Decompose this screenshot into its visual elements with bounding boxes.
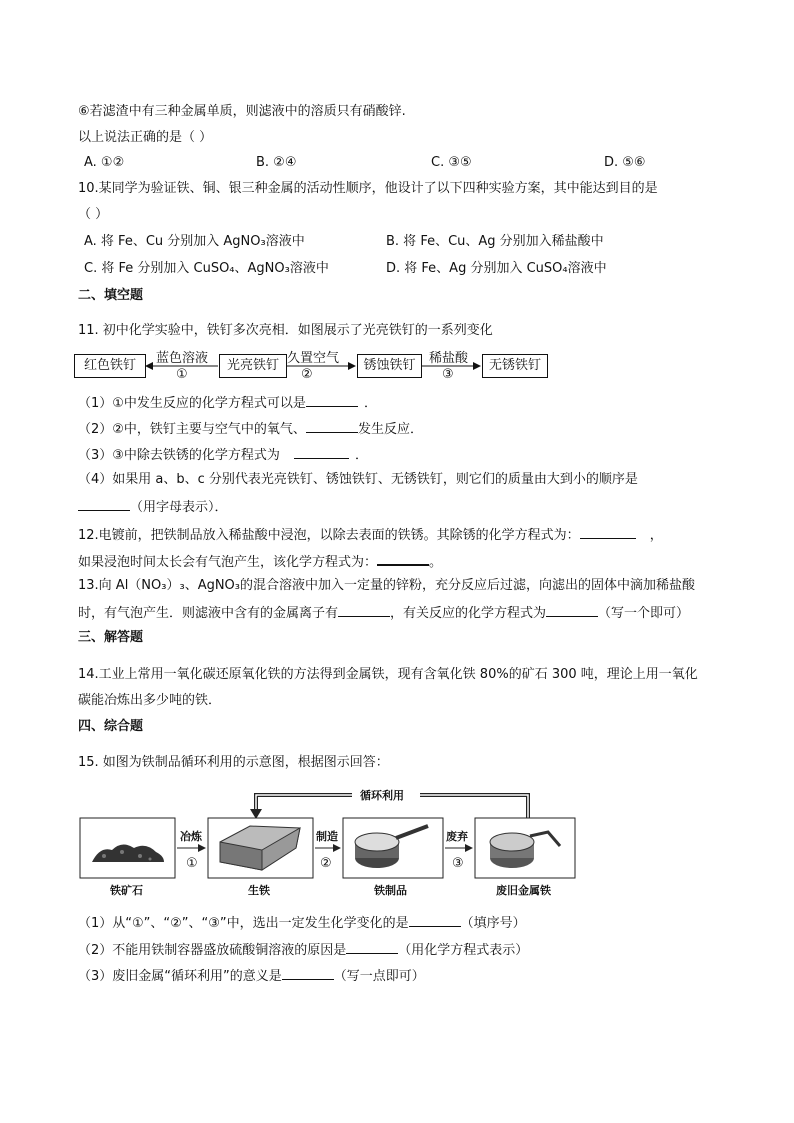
step1-number: ① (186, 856, 198, 871)
arrow1-top-label: 蓝色溶液 (156, 351, 209, 366)
flow-box-rusted-nail: 锈蚀铁钉 (357, 354, 422, 378)
q14-line2: 碳能冶炼出多少吨的铁． (78, 693, 222, 708)
flow-box-red-nail: 红色铁钉 (74, 354, 146, 378)
caption-iron-product: 铁制品 (374, 884, 407, 897)
q10-option-a: A. 将 Fe、Cu 分别加入 AgNO₃溶液中 (84, 234, 305, 249)
q10-option-b: B. 将 Fe、Cu、Ag 分别加入稀盐酸中 (386, 234, 604, 249)
arrow1-bottom-label: ① (176, 367, 188, 382)
arrow2-top-label: 久置空气 (287, 351, 340, 366)
q14-line1: 14.工业上常用一氧化碳还原氧化铁的方法得到金属铁，现有含氧化铁 80%的矿石 300 吨，理论上用一氧化 (78, 667, 698, 682)
q11-part4: （4）如果用 a、b、c 分别代表光亮铁钉、锈蚀铁钉、无锈铁钉，则它们的质量由大到小的顺序是 (78, 472, 638, 487)
q10-paren: （ ） (78, 207, 109, 222)
caption-iron-ore: 铁矿石 (110, 884, 143, 897)
q13-line2: 时，有气泡产生．则滤液中含有的金属离子有 ，有关反应的化学方程式为 （写一个即可） (78, 603, 689, 623)
q9-option-c: C. ③⑤ (431, 155, 472, 170)
q11-stem: 11. 初中化学实验中，铁钉多次亮相．如图展示了光亮铁钉的一系列变化 (78, 323, 493, 338)
caption-scrap-iron: 废旧金属铁 (496, 884, 551, 897)
section-comprehensive: 四、综合题 (78, 719, 144, 734)
q9-option-d: D. ⑤⑥ (604, 155, 646, 170)
q11-part4-cont: （用字母表示）． (78, 497, 228, 517)
section-fill-in: 二、填空题 (78, 288, 144, 303)
flow-box-shiny-nail: 光亮铁钉 (219, 354, 287, 378)
step1-label: 冶炼 (180, 830, 202, 843)
q11-part1: （1）①中发生反应的化学方程式可以是 ． (78, 393, 377, 413)
arrow3-top-label: 稀盐酸 (429, 351, 469, 366)
q9-stem: 以上说法正确的是（ ） (78, 130, 213, 145)
q13-line1: 13.向 Al（NO₃）₃、AgNO₃的混合溶液中加入一定量的锌粉，充分反应后过滤，向滤出的固体中滴加稀盐酸 (78, 578, 696, 593)
section-answer: 三、解答题 (78, 630, 144, 645)
step3-number: ③ (452, 856, 464, 871)
q11-part2: （2）②中，铁钉主要与空气中的氧气、 发生反应． (78, 419, 423, 439)
q9-item-6: ⑥若滤渣中有三种金属单质，则滤液中的溶质只有硝酸锌. (78, 104, 406, 119)
answer-blank (346, 940, 398, 954)
loop-label: 循环利用 (360, 789, 404, 802)
arrow3-bottom-label: ③ (442, 367, 454, 382)
q15-part2: （2）不能用铁制容器盛放硫酸铜溶液的原因是 （用化学方程式表示） (78, 940, 528, 960)
q12-line2: 如果浸泡时间太长会有气泡产生，该化学方程式为： 。 (78, 551, 442, 572)
answer-blank (282, 966, 334, 980)
flow-box-rustfree-nail: 无锈铁钉 (482, 354, 548, 378)
q10-stem: 10.某同学为验证铁、铜、银三种金属的活动性顺序，他设计了以下四种实验方案，其中能达到目的是 (78, 181, 658, 196)
q15-stem: 15. 如图为铁制品循环利用的示意图，根据图示回答： (78, 755, 389, 770)
step2-number: ② (320, 856, 332, 871)
arrow2-bottom-label: ② (301, 367, 313, 382)
step2-label: 制造 (316, 830, 338, 843)
q9-option-a: A. ①② (84, 155, 125, 170)
q10-option-c: C. 将 Fe 分别加入 CuSO₄、AgNO₃溶液中 (84, 261, 329, 276)
q15-part1: （1）从“①”、“②”、“③”中，选出一定发生化学变化的是 （填序号） (78, 913, 526, 933)
answer-blank (409, 913, 461, 927)
q10-option-d: D. 将 Fe、Ag 分别加入 CuSO₄溶液中 (386, 261, 607, 276)
q15-part3: （3）废旧金属“循环利用”的意义是 （写一点即可） (78, 966, 425, 986)
step3-label: 废弃 (446, 830, 468, 843)
caption-pig-iron: 生铁 (248, 884, 270, 897)
q12-line1: 12.电镀前，把铁制品放入稀盐酸中浸泡，以除去表面的铁锈。其除锈的化学方程式为： ， (78, 525, 663, 545)
q11-part3: （3）③中除去铁锈的化学方程式为 ． (78, 445, 368, 465)
q9-option-b: B. ②④ (256, 155, 297, 170)
